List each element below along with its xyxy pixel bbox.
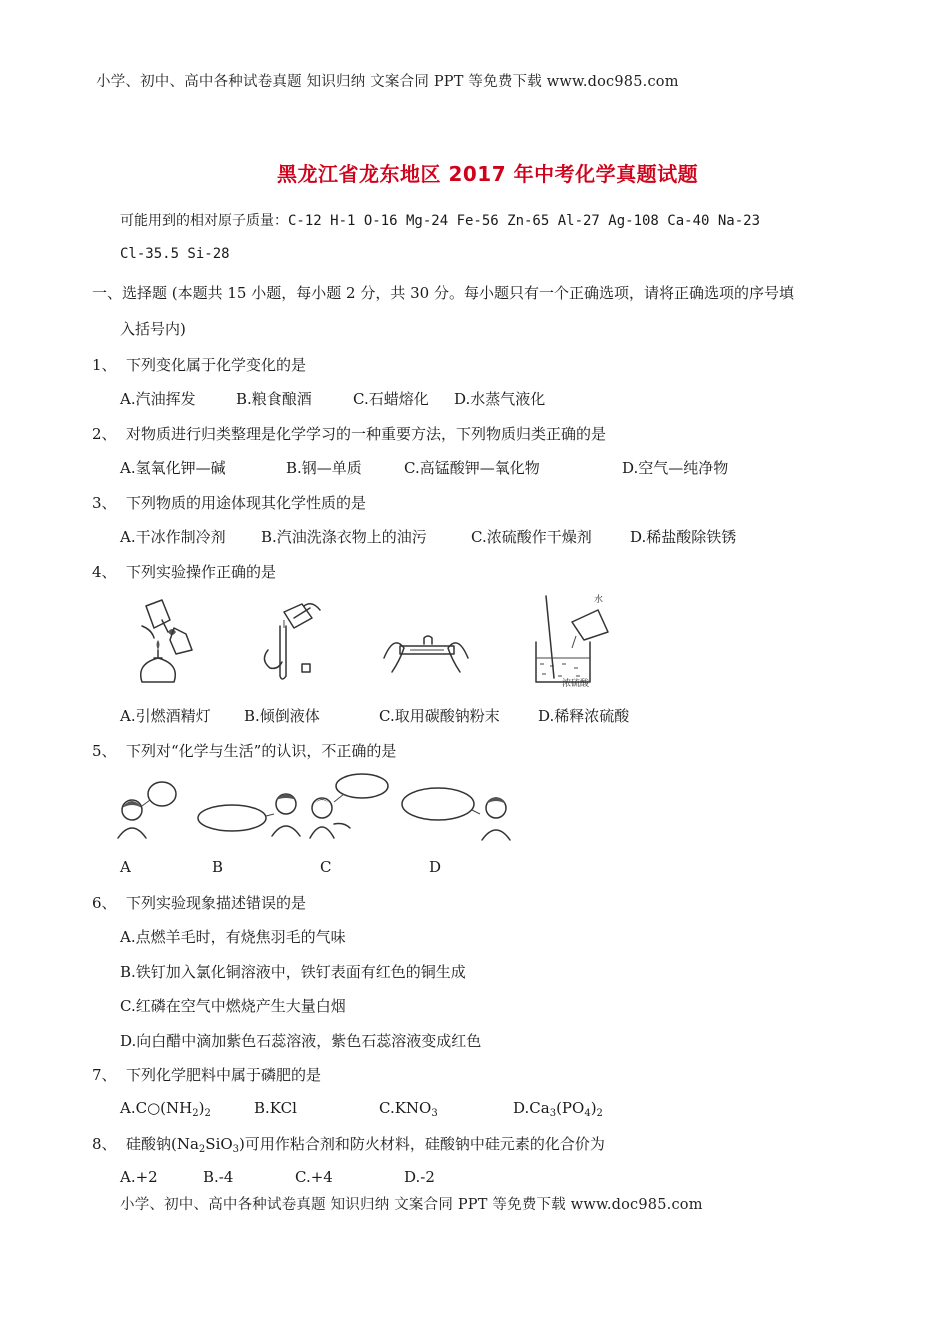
question-5 — [92, 740, 396, 761]
formula-subscript: 3 — [549, 1108, 557, 1119]
question-stem: 硅酸钠$(Na_2SiO_3)$可用作粘合剂和防火材料，硅酸钠中硅元素的化合价为 — [126, 1135, 605, 1155]
q7-option-b: B.KCl — [254, 1099, 297, 1117]
question-number: 4、 — [92, 563, 117, 581]
question-2 — [92, 423, 606, 444]
question-stem: 下列实验操作正确的是 — [126, 563, 277, 581]
q5-cartoon-c — [310, 774, 388, 838]
q5-option-c: C — [320, 858, 332, 876]
q4-option-c: C.取用碳酸钠粉末 — [379, 707, 500, 725]
formula-subscript: 3 — [431, 1108, 438, 1119]
q8-option-a: A.+2 — [120, 1168, 158, 1186]
q4-option-d: D.稀释浓硫酸 — [538, 707, 630, 725]
question-number: 5、 — [92, 742, 117, 760]
q6-option-d: D.向白醋中滴加紫色石蕊溶液，紫色石蕊溶液变成红色 — [120, 1032, 482, 1050]
question-number: 8、 — [92, 1135, 117, 1153]
question-stem: 下列物质的用途体现其化学性质的是 — [126, 494, 367, 512]
q2-option-b: B.钢—单质 — [286, 459, 362, 477]
question-number: 6、 — [92, 894, 117, 912]
formula-subscript: 3 — [232, 1144, 240, 1155]
q1-option-a: A.汽油挥发 — [120, 390, 196, 408]
q3-option-c: C.浓硫酸作干燥剂 — [471, 528, 592, 546]
q5-option-a: A — [120, 858, 131, 876]
q6-option-c: C.红磷在空气中燃烧产生大量白烟 — [120, 997, 346, 1015]
q3-option-b: B.汽油洗涤衣物上的油污 — [261, 528, 427, 546]
question-3 — [92, 492, 366, 513]
q5-cartoon-a — [118, 782, 176, 838]
q2-option-a: A.氢氧化钾—碱 — [120, 459, 226, 477]
q5-option-b: B — [212, 858, 224, 876]
q4-figure-b-pouring-liquid — [254, 598, 330, 684]
formula-subscript: 2 — [198, 1144, 206, 1155]
question-stem: 下列对“化学与生活”的认识，不正确的是 — [126, 742, 397, 760]
q6-option-b: B.铁钉加入氯化铜溶液中，铁钉表面有红色的铜生成 — [120, 963, 466, 981]
section-heading: 一、选择题 (本题共 15 小题，每小题 2 分，共 30 分。每小题只有一个正确选项，请将正确选项的序号填 — [92, 284, 794, 302]
question-number: 3、 — [92, 494, 117, 512]
question-stem: 下列化学肥料中属于磷肥的是 — [126, 1066, 322, 1084]
page-footer: 小学、初中、高中各种试卷真题 知识归纳 文案合同 PPT 等免费下载 www.doc985.com — [120, 1197, 703, 1213]
q8-option-c: C.+4 — [295, 1168, 333, 1186]
question-number: 2、 — [92, 425, 117, 443]
question-stem: 对物质进行归类整理是化学学习的一种重要方法，下列物质归类正确的是 — [126, 425, 607, 443]
q3-option-d: D.稀盐酸除铁锈 — [630, 528, 737, 546]
formula-subscript: 4 — [584, 1108, 591, 1119]
q4-figure-d-lettering-acid: 浓硫酸 — [562, 679, 590, 689]
question-4 — [92, 561, 276, 582]
q5-option-d: D — [429, 858, 442, 876]
q6-option-a: A.点燃羊毛时，有烧焦羽毛的气味 — [120, 928, 346, 946]
q7-option-c: $C.KNO_3$ — [379, 1099, 438, 1119]
section-heading-cont: 入括号内) — [120, 320, 186, 338]
q8-option-d: D.-2 — [404, 1168, 435, 1186]
q5-cartoon-d — [402, 788, 510, 840]
question-stem: 下列变化属于化学变化的是 — [126, 356, 307, 374]
q5-cartoon-b — [198, 794, 300, 836]
question-6 — [92, 892, 306, 913]
q4-option-a: A.引燃酒精灯 — [120, 707, 211, 725]
q2-option-c: C.高锰酸钾—氧化物 — [404, 459, 540, 477]
q4-option-b: B.倾倒液体 — [244, 707, 320, 725]
formula-subscript: 2 — [192, 1108, 199, 1119]
q1-option-c: C.石蜡熔化 — [353, 390, 429, 408]
q7-option-d: $D.Ca_3(PO_4)_2$ — [513, 1099, 603, 1119]
q7-option-a: $A.C○(NH_2)_2$ — [120, 1099, 211, 1119]
q8-option-b: B.-4 — [203, 1168, 234, 1186]
q2-option-d: D.空气—纯净物 — [622, 459, 729, 477]
q4-figure-d-lettering-water: 水 — [594, 595, 604, 605]
atomic-masses-line-2: Cl-35.5 Si-28 — [120, 246, 230, 262]
question-number: 7、 — [92, 1066, 117, 1084]
q4-figure-d-diluting-acid — [532, 592, 622, 688]
q1-option-d: D.水蒸气液化 — [454, 390, 546, 408]
page-title: 黑龙江省龙东地区 2017 年中考化学真题试题 — [277, 162, 699, 186]
q5-cartoon-strip — [118, 774, 518, 844]
page-header: 小学、初中、高中各种试卷真题 知识归纳 文案合同 PPT 等免费下载 www.doc985.com — [96, 74, 679, 90]
q3-option-a: A.干冰作制冷剂 — [120, 528, 226, 546]
question-7 — [92, 1064, 321, 1085]
formula-subscript: 2 — [596, 1108, 603, 1119]
question-8 — [92, 1133, 605, 1154]
atomic-masses-line-1: 可能用到的相对原子质量：C-12 H-1 O-16 Mg-24 Fe-56 Zn-65 Al-27 Ag-108 Ca-40 Na-23 — [120, 213, 761, 229]
formula-subscript: 2 — [204, 1108, 211, 1119]
q4-figure-a-alcohol-lamp — [128, 598, 208, 684]
question-1 — [92, 354, 306, 375]
q4-figure-c-powder-trough — [380, 624, 472, 680]
question-number: 1、 — [92, 356, 117, 374]
q1-option-b: B.粮食酿酒 — [236, 390, 312, 408]
question-stem: 下列实验现象描述错误的是 — [126, 894, 307, 912]
